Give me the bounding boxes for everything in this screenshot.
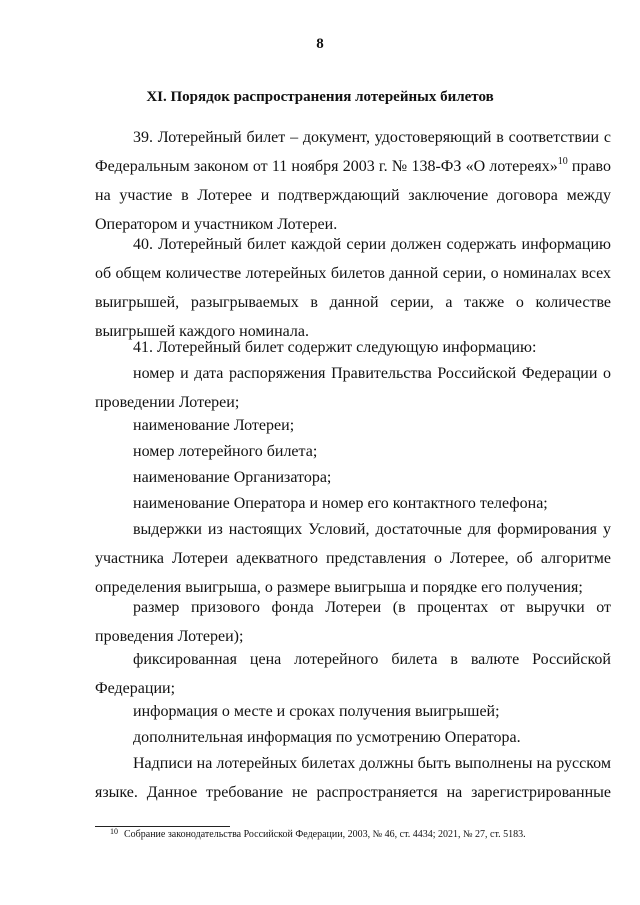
footnote-text: Собрание законодательства Российской Федерации, 2003, № 46, ст. 4434; 2021, № 27, ст. 5183. [124, 829, 526, 840]
list-item-7: размер призового фонда Лотереи (в процентах от выручки от проведения Лотереи); [95, 599, 611, 645]
list-item-9: информация о месте и сроках получения выигрышей; [133, 703, 500, 720]
list-item-5: наименование Оператора и номер его контактного телефона; [133, 495, 548, 512]
list-item-10: дополнительная информация по усмотрению Оператора. [133, 729, 521, 746]
page-number: 8 [316, 36, 324, 52]
paragraph-40: 40. Лотерейный билет каждой серии должен содержать информацию об общем количестве лотерейных билетов данной серии, о номиналах всех выигрышей, разыгрываемых в данной серии, а также о количестве выигрышей каждого номинала. [95, 236, 611, 340]
footnote-mark: 10 [110, 827, 118, 836]
list-item-3: номер лотерейного билета; [133, 443, 318, 460]
list-item-4: наименование Организатора; [133, 469, 332, 486]
footnote [110, 825, 610, 842]
list-item-8: фиксированная цена лотерейного билета в валюте Российской Федерации; [95, 651, 611, 697]
paragraph-41: 41. Лотерейный билет содержит следующую информацию: [133, 339, 537, 356]
list-item-6: выдержки из настоящих Условий, достаточные для формирования у участника Лотереи адекватного представления о Лотерее, об алгоритме определения выигрыша, о размере выигрыша и порядке его получения; [95, 521, 611, 596]
list-item-2: наименование Лотереи; [133, 417, 295, 434]
footnote-reference[interactable]: 10 [557, 156, 568, 167]
paragraph-inscriptions: Надписи на лотерейных билетах должны быть выполнены на русском языке. Данное требование не распространяется на зарегистрированные [95, 755, 611, 801]
section-heading: XI. Порядок распространения лотерейных билетов [146, 89, 494, 105]
paragraph-39-tail: право на участие в Лотерее и подтверждающий заключение договора между Оператором и участником Лотереи. [95, 158, 611, 233]
paragraph-39 [95, 123, 611, 239]
paragraph-39-text: 39. Лотерейный билет – документ, удостоверяющий в соответствии с Федеральным законом от 11 ноября 2003 г. № 138-ФЗ «О лотереях» [95, 129, 611, 175]
list-item-1: номер и дата распоряжения Правительства Российской Федерации о проведении Лотереи; [95, 365, 611, 411]
